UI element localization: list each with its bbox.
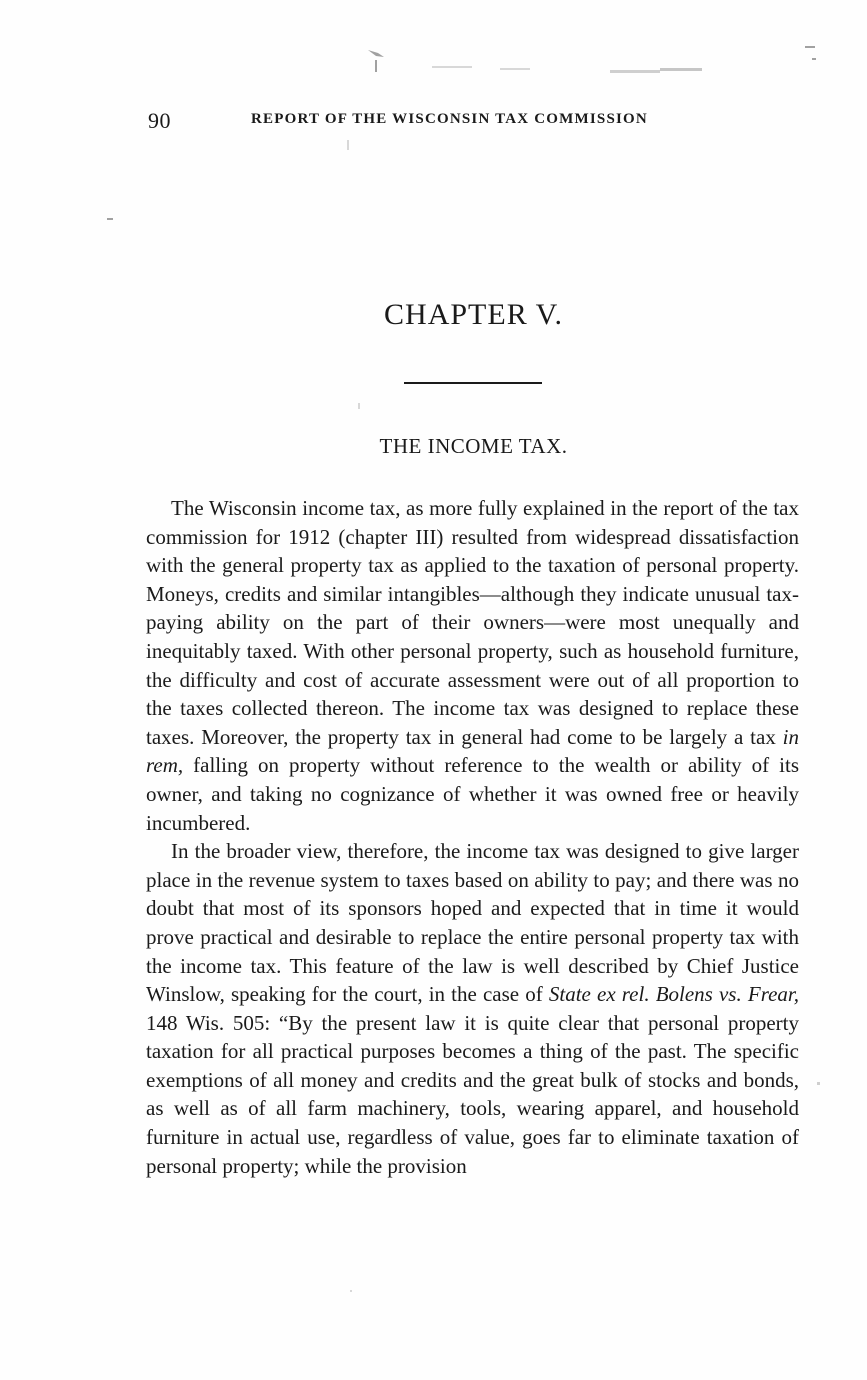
paragraph-1-italic: in rem, — [146, 724, 799, 778]
paragraph-1-text: The Wisconsin income tax, as more fully explained in the report of the tax commission for 1912 (chapter III) resulted from widespread dissatisfaction with the general property tax as applied to the taxation of personal property. Moneys, credits and similar intangibles—although they indicate unusual tax-paying ability on the part of their owners—were most unequally and inequitably taxed. With other personal property, such as household furniture, the difficulty and cost of accurate assessment were out of all proportion to the taxes collected thereon. The income tax was designed to replace these taxes. Moreover, the property tax in general had come to be largely a tax — [146, 496, 799, 749]
paragraph-2-tail: 148 Wis. 505: “By the present law it is quite clear that personal property taxation for all practical purposes becomes a thing of the past. The specific exemptions of all money and credits and the great bulk of stocks and bonds, as well as of all farm machinery, tools, wearing apparel, and household furniture in actual use, regardless of value, goes far to eliminate taxation of personal property; while the provision — [146, 1010, 799, 1178]
paragraph-1 — [146, 494, 799, 837]
paragraph-2-text: In the broader view, therefore, the income tax was designed to give larger place in the revenue system to taxes based on ability to pay; and there was no doubt that most of its sponsors hoped and expected that in time it would prove practical and desirable to replace the entire personal property tax with the income tax. This feature of the law is well described by Chief Justice Winslow, speaking for the court, in the case of — [146, 839, 799, 1007]
chapter-divider — [404, 382, 542, 384]
body-text — [146, 494, 799, 1180]
running-head — [148, 108, 708, 138]
section-title: THE INCOME TAX. — [379, 434, 568, 458]
page-number: 90 — [148, 108, 171, 133]
running-head-title: REPORT OF THE WISCONSIN TAX COMMISSION — [251, 111, 648, 127]
paragraph-2 — [146, 837, 799, 1180]
paragraph-1-tail: falling on property without reference to the wealth or ability of its owner, and taking no cognizance of whether it was owned free or heavily incumbered. — [146, 753, 799, 835]
paragraph-2-italic: State ex rel. Bolens vs. Frear, — [548, 982, 799, 1007]
chapter-title: CHAPTER V. — [384, 298, 563, 331]
